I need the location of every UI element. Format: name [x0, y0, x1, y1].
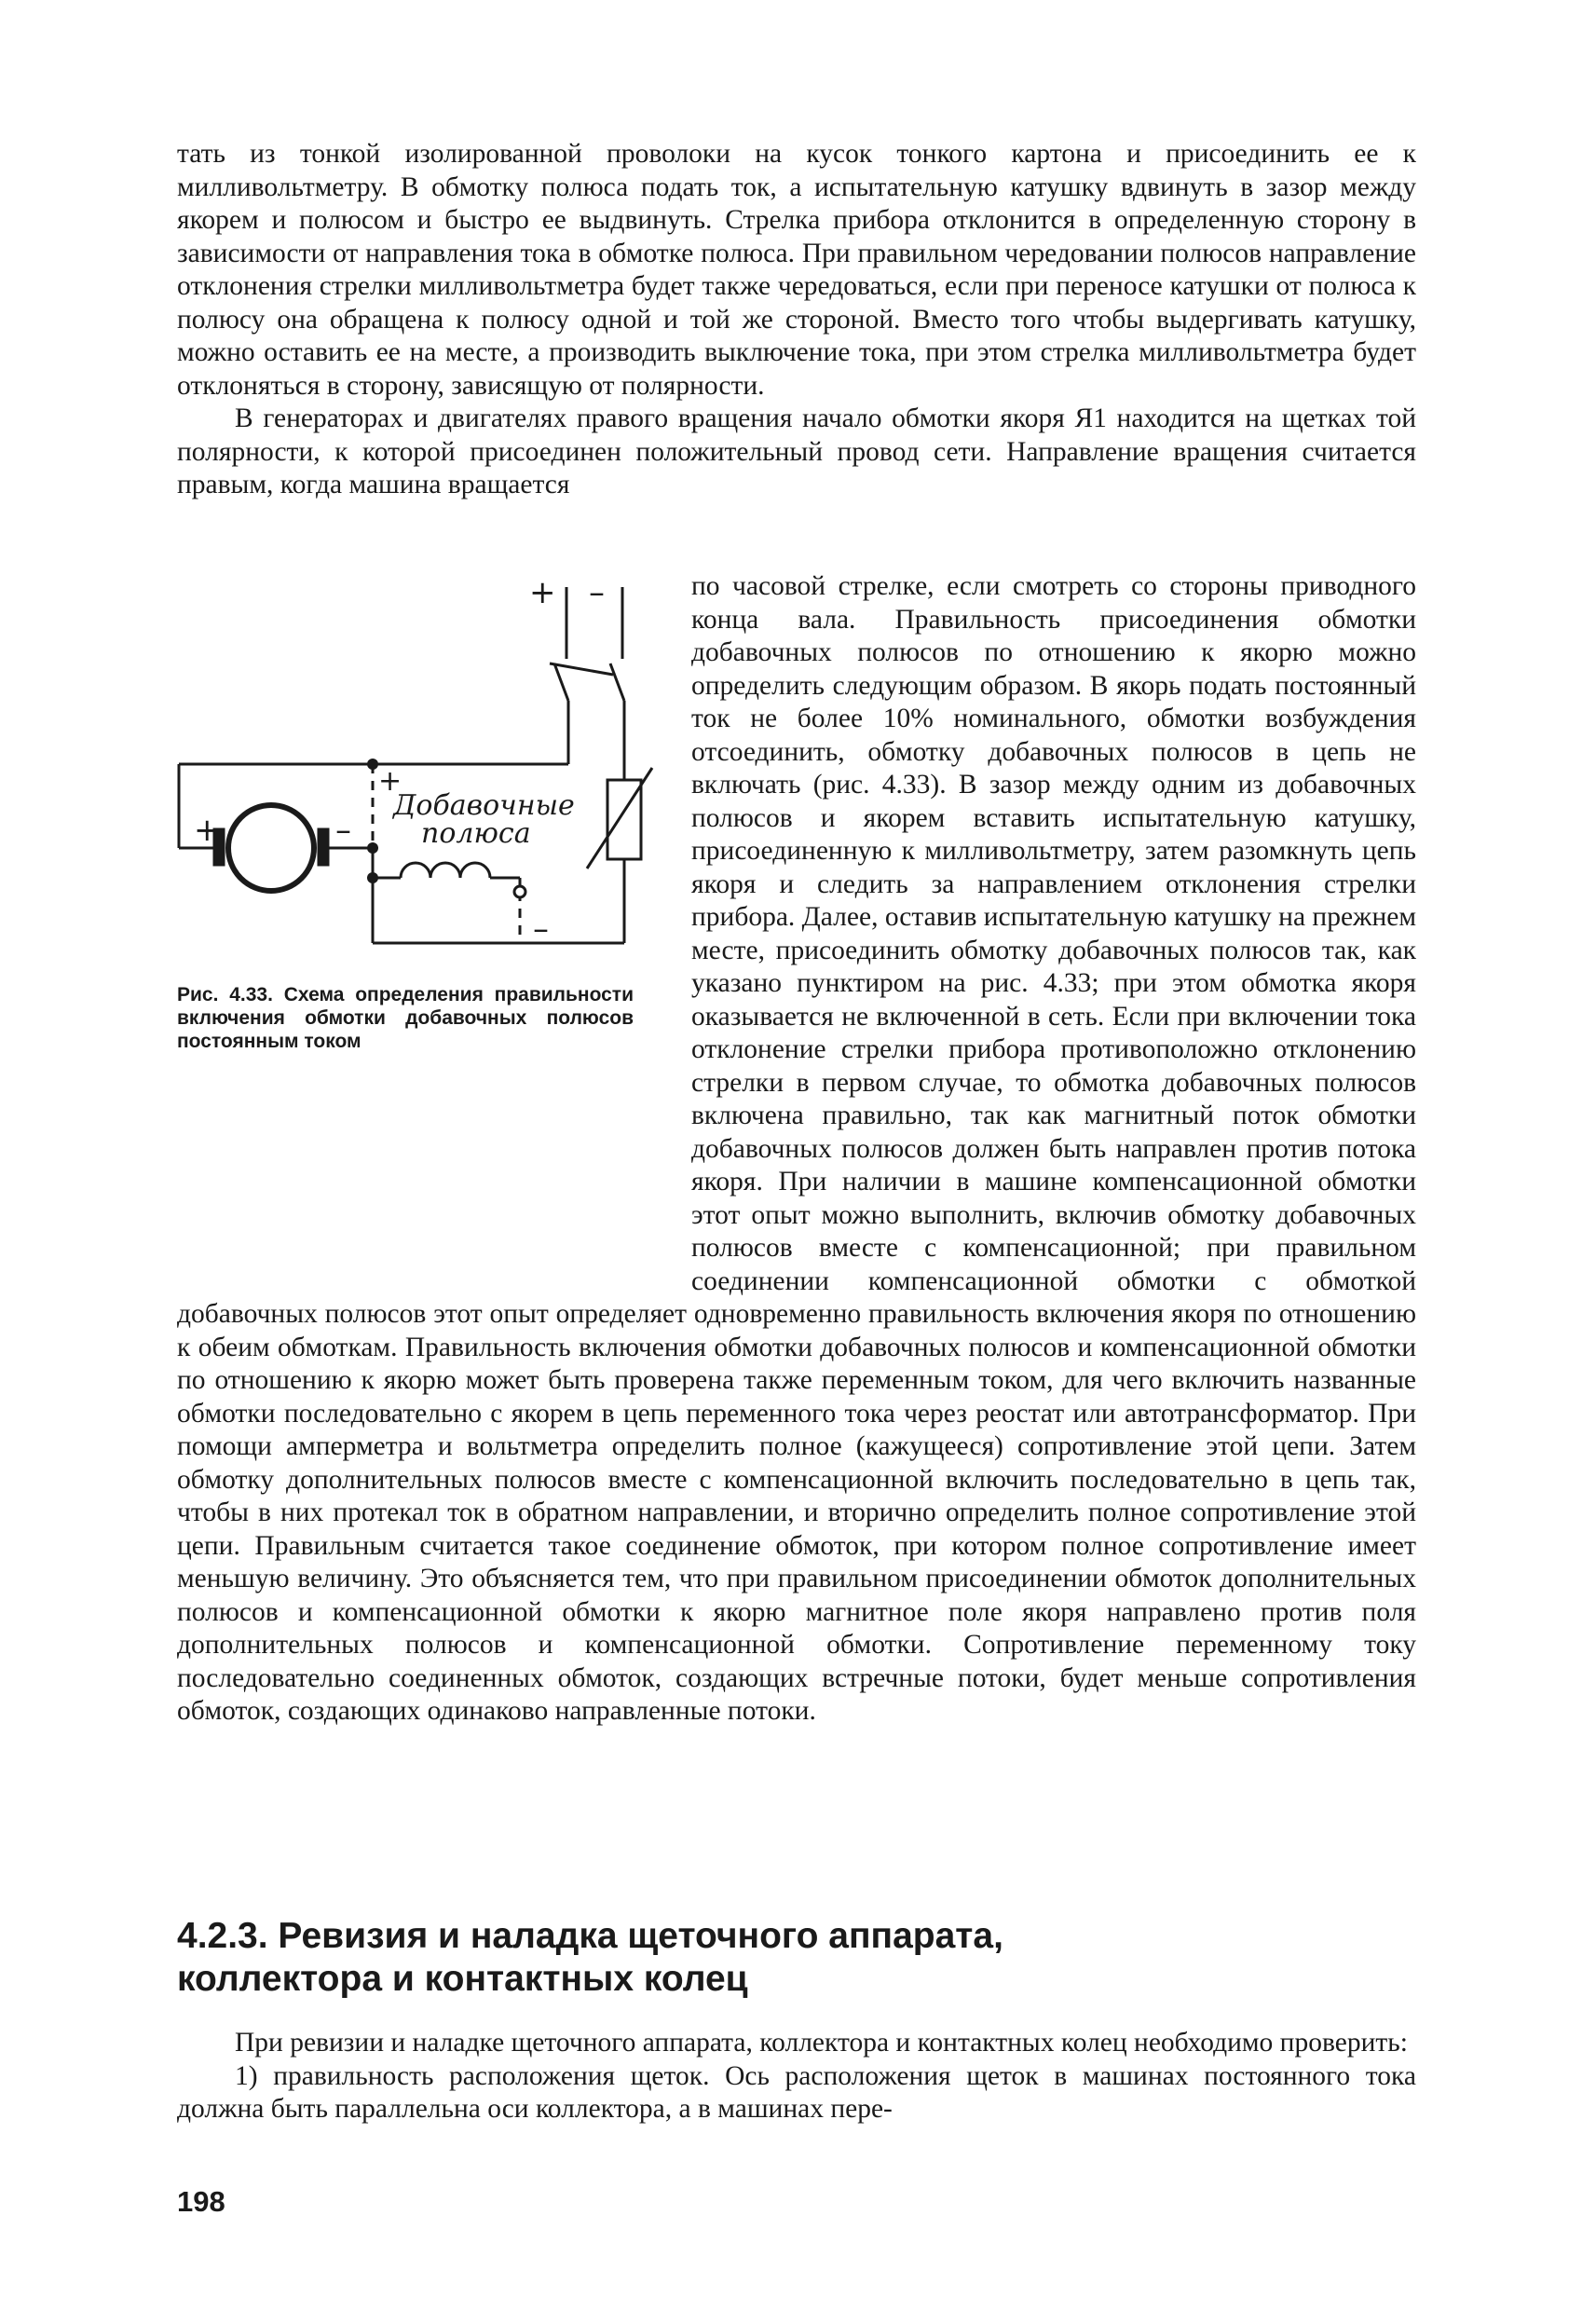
sign-minus: – — [335, 812, 351, 849]
text-block-top — [177, 138, 1416, 502]
text-block-bottom — [177, 2027, 1416, 2126]
switch-blade-right — [610, 663, 624, 701]
paragraph: При ревизии и наладке щеточного аппарата, коллектора и контактных колец необходимо проверить: — [235, 2028, 1408, 2058]
paragraph: тать из тонкой изолированной проволоки на кусок тонкого картона и присоединить ее к милливольтметру. В обмотку полюса подать ток, а испытательную катушку вдвинуть в зазор между якорем и полюсом и быстро ее выдвинуть. Стрелка прибора отклонится в определенную сторону в зависимости от направления тока в обмотке полюса. При правильном чередовании полюсов направление отклонения стрелки милливольтметра будет также чередоваться, если при переносе катушки от полюса к полюсу она обращена к полюсу одной и той же стороной. Вместо того чтобы выдергивать катушку, можно оставить ее на месте, а производить выключение тока, при этом стрелка милливольтметра будет отклоняться в сторону, зависящую от полярности. — [177, 139, 1416, 401]
interpole-coil — [401, 863, 490, 878]
node-dot — [367, 759, 378, 770]
text-block-with-figure — [177, 570, 1416, 1729]
section-heading-line: 4.2.3. Ревизия и наладка щеточного аппарата, — [177, 1916, 1003, 1956]
paragraph: В генераторах и двигателях правого вращения начало обмотки якоря Я1 находится на щетках той полярности, к которой присоединен положительный провод сети. Направление вращения считается правым, когда машина вращается — [177, 403, 1416, 499]
sign-minus: – — [533, 910, 549, 948]
sign-plus: + — [194, 812, 221, 849]
page-number: 198 — [177, 2185, 225, 2218]
section-heading — [177, 1915, 1416, 2001]
figure-caption: Рис. 4.33. Схема определения правильности включения обмотки добавочных полюсов постоянным током — [177, 984, 634, 1052]
section-heading-line: коллектора и контактных колец — [177, 1959, 748, 1999]
open-terminal — [514, 886, 525, 897]
armature-circle — [228, 805, 314, 891]
figure-4-33 — [177, 570, 671, 1288]
brush-right — [319, 829, 328, 865]
circuit-diagram — [177, 570, 662, 980]
paragraph: по часовой стрелке, если смотреть со стороны приводного конца вала. Правильность присоединения обмотки добавочных полюсов по отношению к якорю можно определить следующим образом. В якорь подать постоянный ток не более 10% номинального, обмотки возбуждения отсоединить, обмотку добавочных полюсов в цепь не включать (рис. 4.33). В зазор между одним из добавочных полюсов и якорем вставить испытательную катушку, присоединенную к милливольтметру, затем разомкнуть цепь якоря и следить за направлением отклонения стрелки прибора. Далее, оставив испытательную катушку на прежнем месте, присоединить обмотку добавочных полюсов так, как указано пунктиром на рис. 4.33; при этом обмотка якоря оказывается не включенной в сеть. Если при включении тока отклонение стрелки прибора противоположно отклонению стрелки в первом случае, то обмотка добавочных полюсов включена правильно, так как магнитный поток обмотки добавочных полюсов должен быть направлен против потока якоря. При наличии в машине компенсационной обмотки этот опыт можно выполнить, включив обмотку добавочных полюсов вместе с компенсационной; при правильном соединении компенсационной обмотки с обмоткой добавочных полюсов этот опыт определяет одновременно правильность включения якоря по отношению к обеим обмоткам. Правильность включения обмотки добавочных полюсов и компенсационной обмотки по отношению к якорю может быть проверена также переменным током, для чего включить названные обмотки последовательно с якорем в цепь переменного тока через реостат или автотрансформатор. При помощи амперметра и вольтметра определить полное (кажущееся) сопротивление этой цепи. Затем обмотку дополнительных полюсов вместе с компенсационной включить последовательно в цепь так, чтобы в них протекал ток в обратном направлении, и вторично определить полное сопротивление этой цепи. Правильным считается такое соединение обмоток, при котором полное сопротивление имеет меньшую величину. Это объясняется тем, что при правильном присоединении обмоток дополнительных полюсов и компенсационной обмотки к якорю магнитное поле якоря направлено против поля дополнительных полюсов и компенсационной обмотки. Сопротивление переменному току последовательно соединенных обмоток, создающих встречные потоки, будет меньше сопротивления обмоток, создающих одинаково направленные потоки. — [177, 571, 1416, 1726]
node-dot — [367, 872, 378, 883]
label-poles: полюса — [421, 817, 531, 850]
label-added-poles: Добавочные — [393, 789, 575, 822]
sign-plus: + — [529, 574, 556, 611]
node-dot — [367, 842, 378, 854]
switch-blade-left — [554, 663, 568, 701]
paragraph: 1) правильность расположения щеток. Ось расположения щеток в машинах постоянного тока должна быть параллельна оси коллектора, а в машинах пере- — [177, 2060, 1416, 2124]
sign-plus: + — [378, 765, 402, 798]
sign-minus: – — [589, 574, 605, 611]
